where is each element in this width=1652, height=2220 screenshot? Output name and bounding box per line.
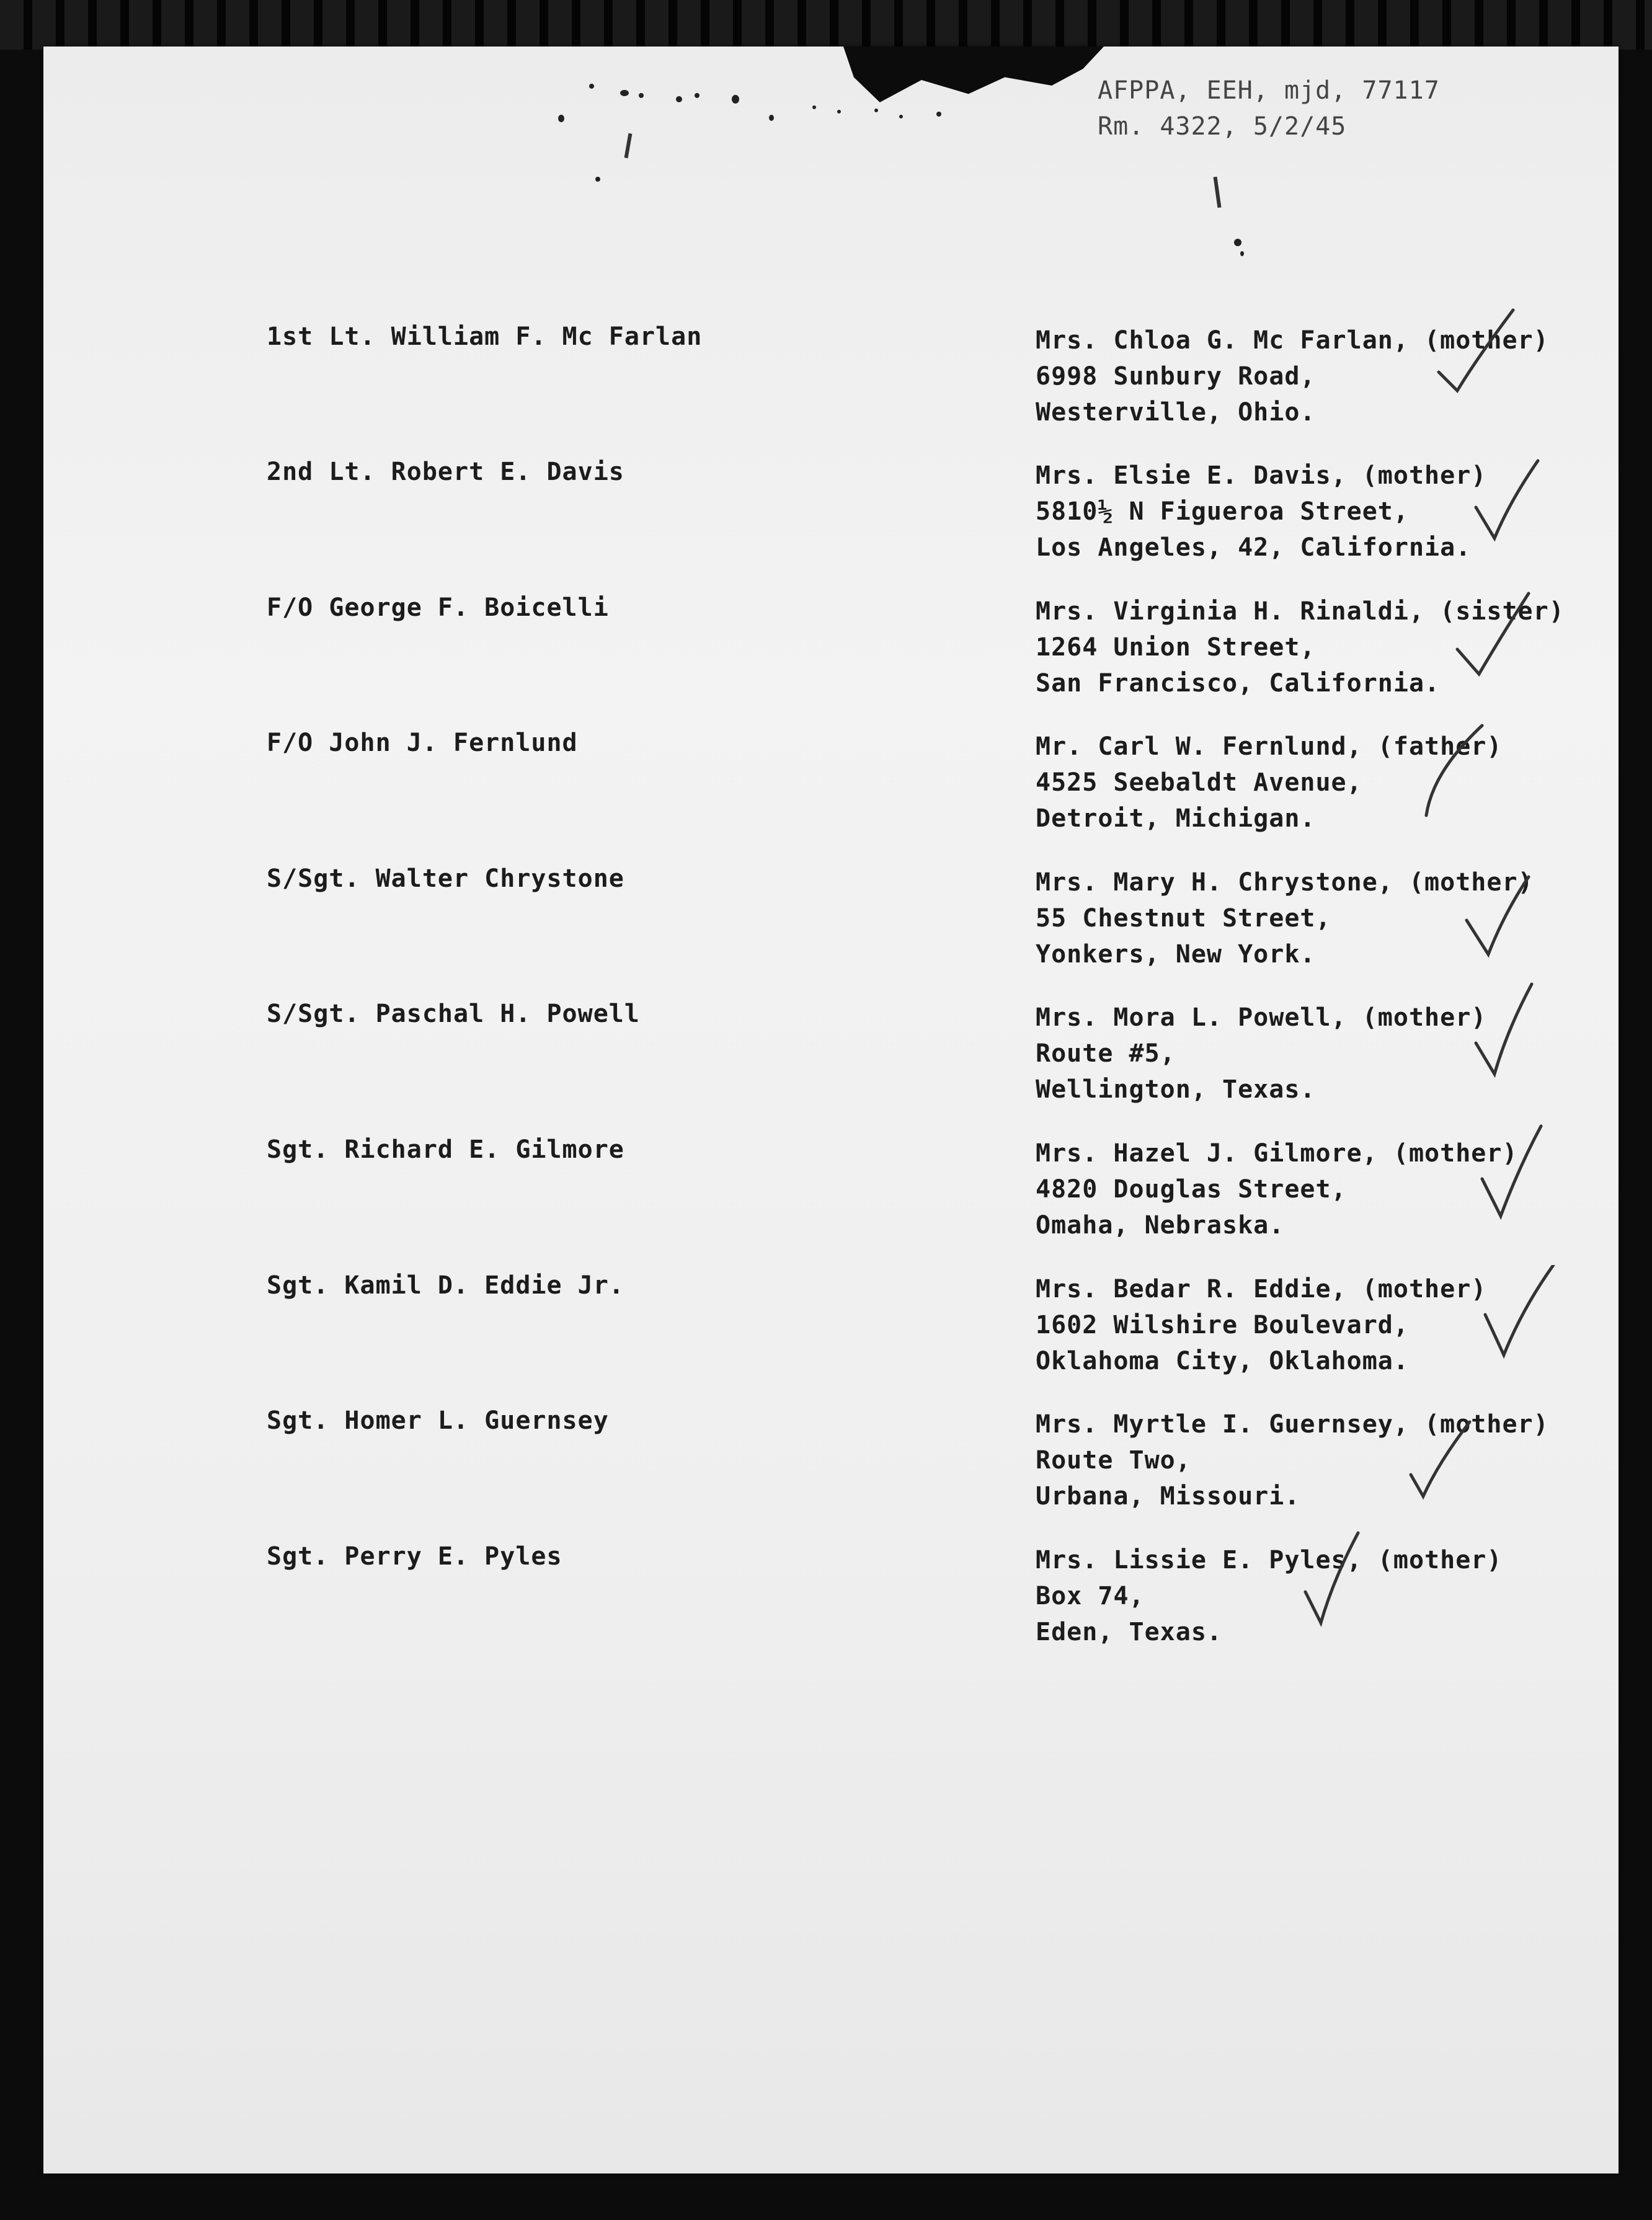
- street: 1264 Union Street,: [1036, 633, 1316, 662]
- entry: [43, 1135, 1619, 1266]
- entry: [43, 1406, 1619, 1537]
- street: 5810½ N Figueroa Street,: [1036, 497, 1409, 526]
- checkmark-icon: [1451, 587, 1538, 686]
- city: Eden, Texas.: [1036, 1618, 1222, 1646]
- entry: [43, 1271, 1619, 1401]
- ink-stroke: [1214, 177, 1222, 208]
- checkmark-icon: [1401, 1419, 1488, 1518]
- next-of-kin-address: [1036, 1000, 1486, 1108]
- addressee: Mrs. Virginia H. Rinaldi, (sister): [1036, 597, 1565, 626]
- entry: [43, 864, 1619, 995]
- addressee: Mrs. Myrtle I. Guernsey, (mother): [1036, 1410, 1549, 1439]
- street: 55 Chestnut Street,: [1036, 904, 1331, 933]
- serviceman-name: Sgt. Perry E. Pyles: [267, 1542, 562, 1571]
- checkmark-icon: [1470, 1123, 1557, 1222]
- addressee: Mrs. Hazel J. Gilmore, (mother): [1036, 1139, 1518, 1168]
- serviceman-name: F/O John J. Fernlund: [267, 729, 578, 757]
- document-page: [43, 47, 1619, 2173]
- street: 4820 Douglas Street,: [1036, 1175, 1347, 1204]
- serviceman-name: 1st Lt. William F. Mc Farlan: [267, 322, 703, 351]
- serviceman-name: 2nd Lt. Robert E. Davis: [267, 458, 624, 486]
- entry: [43, 1000, 1619, 1130]
- next-of-kin-address: [1036, 1271, 1486, 1379]
- city: Detroit, Michigan.: [1036, 804, 1316, 833]
- street: Route #5,: [1036, 1039, 1176, 1068]
- entry: [43, 729, 1619, 859]
- entry: [43, 593, 1619, 724]
- city: Oklahoma City, Oklahoma.: [1036, 1347, 1409, 1375]
- next-of-kin-address: [1036, 1135, 1518, 1243]
- checkmark-icon: [1432, 304, 1519, 403]
- street: 6998 Sunbury Road,: [1036, 362, 1316, 391]
- entry: [43, 458, 1619, 588]
- addressee: Mrs. Chloa G. Mc Farlan, (mother): [1036, 326, 1549, 355]
- addressee: Mrs. Lissie E. Pyles, (mother): [1036, 1546, 1503, 1574]
- city: San Francisco, California.: [1036, 669, 1441, 698]
- entry: [43, 1542, 1619, 1672]
- serviceman-name: S/Sgt. Paschal H. Powell: [267, 1000, 640, 1028]
- serviceman-name: Sgt. Homer L. Guernsey: [267, 1406, 609, 1435]
- reference-line-1: AFPPA, EEH, mjd, 77117: [1098, 76, 1440, 105]
- addressee: Mrs. Elsie E. Davis, (mother): [1036, 461, 1487, 490]
- checkmark-icon: [1408, 722, 1494, 822]
- reference-line-2: Rm. 4322, 5/2/45: [1098, 112, 1347, 141]
- city: Los Angeles, 42, California.: [1036, 533, 1472, 562]
- street: Route Two,: [1036, 1446, 1191, 1475]
- checkmark-icon: [1463, 458, 1550, 557]
- checkmark-icon: [1296, 1530, 1383, 1629]
- film-frame-edge: [0, 0, 1652, 50]
- street: 4525 Seebaldt Avenue,: [1036, 768, 1362, 797]
- checkmark-icon: [1457, 864, 1544, 964]
- city: Wellington, Texas.: [1036, 1075, 1316, 1104]
- addressee: Mrs. Mora L. Powell, (mother): [1036, 1003, 1487, 1032]
- ink-stroke: [624, 133, 633, 158]
- addressee: Mr. Carl W. Fernlund, (father): [1036, 732, 1503, 761]
- city: Yonkers, New York.: [1036, 940, 1316, 969]
- next-of-kin-address: [1036, 458, 1486, 566]
- checkmark-icon: [1463, 981, 1550, 1080]
- serviceman-name: S/Sgt. Walter Chrystone: [267, 864, 624, 893]
- serviceman-name: F/O George F. Boicelli: [267, 593, 609, 622]
- street: 1602 Wilshire Boulevard,: [1036, 1311, 1409, 1339]
- addressee: Mrs. Mary H. Chrystone, (mother): [1036, 868, 1534, 897]
- city: Urbana, Missouri.: [1036, 1482, 1300, 1511]
- street: Box 74,: [1036, 1582, 1145, 1610]
- serviceman-name: Sgt. Richard E. Gilmore: [267, 1135, 624, 1164]
- serviceman-name: Sgt. Kamil D. Eddie Jr.: [267, 1271, 624, 1300]
- addressee: Mrs. Bedar R. Eddie, (mother): [1036, 1275, 1487, 1303]
- city: Westerville, Ohio.: [1036, 398, 1316, 427]
- checkmark-icon: [1476, 1265, 1563, 1364]
- entry: [43, 322, 1619, 453]
- reference-header: [1098, 73, 1440, 144]
- city: Omaha, Nebraska.: [1036, 1211, 1285, 1240]
- next-of-kin-address: [1036, 1542, 1502, 1650]
- torn-corner: [843, 47, 1104, 102]
